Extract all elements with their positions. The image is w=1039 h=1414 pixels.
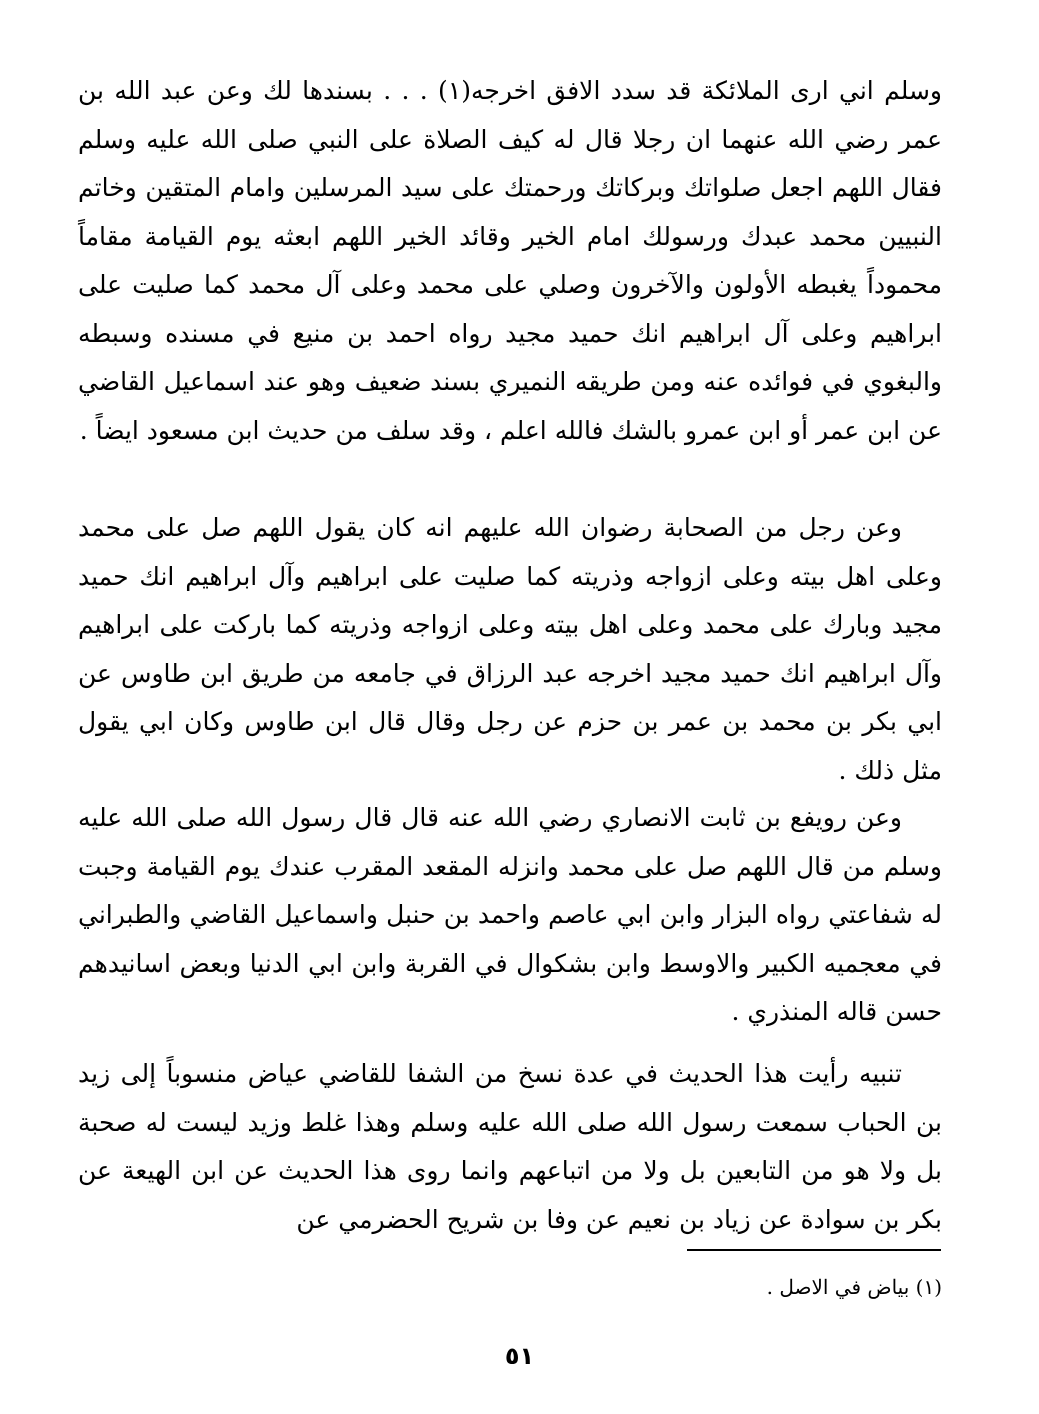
paragraph-3: [78, 794, 942, 1037]
paragraph-1: [78, 67, 942, 455]
paragraph-text: تنبيه رأيت هذا الحديث في عدة نسخ من الشفا للقاضي عياض منسوباً إلى زيد بن الحباب سمعت رسول الله صلى الله عليه وسلم وهذا غلط وزيد ليست له صحبة بل ولا هو من التابعين بل ولا من اتباعهم وانما روى هذا الحديث عن ابن الهيعة عن بكر بن سوادة عن زياد بن نعيم عن وفا بن شريح الحضرمي عن: [78, 1059, 942, 1234]
footnote: (١) بياض في الاصل .: [766, 1275, 942, 1299]
paragraph-text: وسلم اني ارى الملائكة قد سدد الافق اخرجه(١) . . . بسندها لك وعن عبد الله بن عمر رضي الله عنهما ان رجلا قال له كيف الصلاة على النبي صلى الله عليه وسلم فقال اللهم اجعل صلواتك وبركاتك ورحمتك على سيد المرسلين وامام المتقين وخاتم النبيين محمد عبدك ورسولك امام الخير وقائد الخير اللهم ابعثه يوم القيامة مقاماً محموداً يغبطه الأولون والآخرون وصلي على محمد وعلى آل محمد كما صليت على ابراهيم وعلى آل ابراهيم انك حميد مجيد رواه احمد بن منيع في مسنده وسبطه والبغوي في فوائده عنه ومن طريقه النميري بسند ضعيف وهو عند اسماعيل القاضي عن ابن عمر أو ابن عمرو بالشك فالله اعلم ، وقد سلف من حديث ابن مسعود ايضاً .: [78, 76, 942, 445]
paragraph-2: [78, 504, 942, 795]
paragraph-text: وعن رويفع بن ثابت الانصاري رضي الله عنه قال قال رسول الله صلى الله عليه وسلم من قال اللهم صل على محمد وانزله المقعد المقرب عندك يوم القيامة وجبت له شفاعتي رواه البزار وابن ابي عاصم واحمد بن حنبل واسماعيل القاضي والطبراني في معجميه الكبير والاوسط وابن بشكوال في القربة وابن ابي الدنيا وبعض اسانيدهم حسن قاله المنذري .: [78, 803, 942, 1026]
paragraph-text: وعن رجل من الصحابة رضوان الله عليهم انه كان يقول اللهم صل على محمد وعلى اهل بيته وعلى ازواجه وذريته كما صليت على ابراهيم وآل ابراهيم انك حميد مجيد وبارك على محمد وعلى اهل بيته وعلى ازواجه وذريته كما باركت على ابراهيم وآل ابراهيم انك حميد مجيد اخرجه عبد الرزاق في جامعه من طريق ابن طاوس عن ابي بكر بن محمد بن عمر بن حزم عن رجل وقال قال ابن طاوس وكان ابي يقول مثل ذلك .: [78, 513, 942, 785]
page-number: ٥١: [504, 1342, 535, 1370]
paragraph-4: [78, 1050, 942, 1244]
footnote-divider: [687, 1249, 941, 1251]
